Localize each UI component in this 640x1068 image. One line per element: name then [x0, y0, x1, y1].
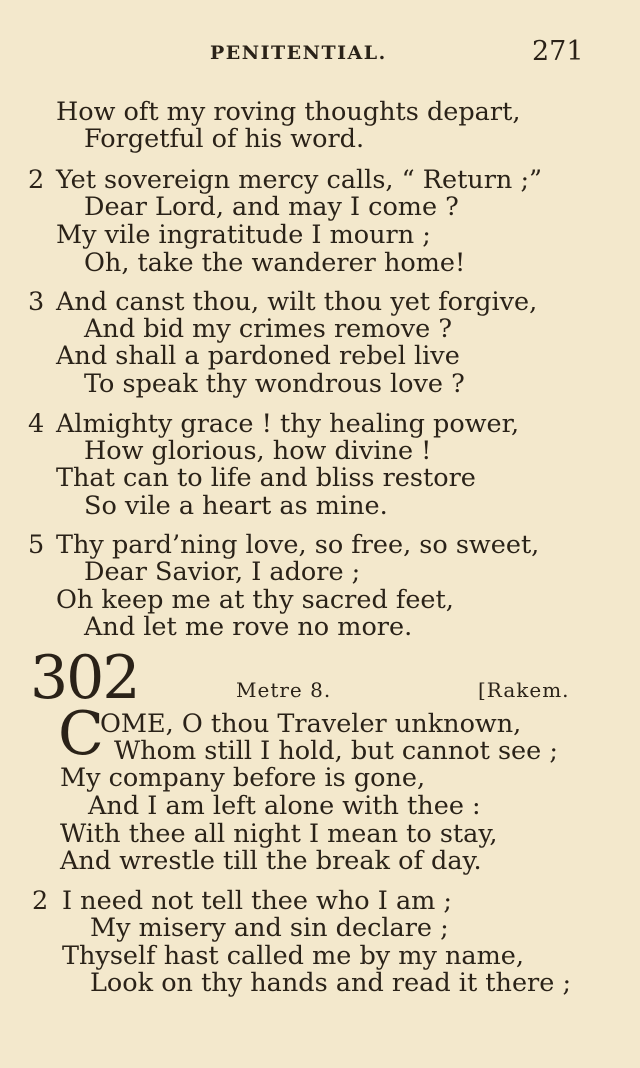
verse-line: Look on thy hands and read it there ;: [90, 968, 572, 998]
verse-line: Oh keep me at thy sacred feet,: [56, 585, 454, 615]
verse-line: My company before is gone,: [60, 763, 426, 793]
metre-label: Metre 8.: [236, 678, 332, 702]
verse-line: And I am left alone with thee :: [88, 791, 481, 821]
verse-number: 4: [28, 409, 45, 439]
page-number: 271: [532, 36, 584, 67]
verse-line: My misery and sin declare ;: [90, 913, 449, 943]
verse-line: And shall a pardoned rebel live: [56, 341, 460, 371]
verse-line: That can to life and bliss restore: [56, 463, 476, 493]
drop-cap: C: [58, 699, 104, 769]
hymn-number: 302: [30, 643, 139, 713]
verse-line: How oft my roving thoughts depart,: [56, 97, 521, 127]
verse-number: 2: [28, 165, 45, 195]
verse-line: I need not tell thee who I am ;: [62, 886, 453, 916]
verse-line: Forgetful of his word.: [84, 124, 365, 154]
verse-line: Whom still I hold, but cannot see ;: [114, 736, 558, 766]
verse-line: Dear Lord, and may I come ?: [84, 192, 459, 222]
verse-line: Thy pard’ning love, so free, so sweet,: [56, 530, 540, 560]
verse-line: To speak thy wondrous love ?: [84, 369, 465, 399]
verse-line: And canst thou, wilt thou yet forgive,: [56, 287, 538, 317]
verse-line: So vile a heart as mine.: [84, 491, 388, 521]
verse-line: And wrestle till the break of day.: [60, 846, 482, 876]
verse-line: Thyself hast called me by my name,: [62, 941, 525, 971]
verse-number: 2: [32, 886, 49, 916]
verse-line: How glorious, how divine !: [84, 436, 432, 466]
running-head: PENITENTIAL.: [210, 42, 387, 64]
verse-line: OME, O thou Traveler unknown,: [100, 709, 522, 739]
verse-line: Oh, take the wanderer home!: [84, 248, 466, 278]
verse-line: And let me rove no more.: [84, 612, 413, 642]
tune-name: [Rakem.: [478, 678, 570, 702]
verse-number: 5: [28, 530, 45, 560]
verse-line: Yet sovereign mercy calls, “ Return ;”: [56, 165, 543, 195]
verse-line: Dear Savior, I adore ;: [84, 557, 361, 587]
verse-line: With thee all night I mean to stay,: [60, 819, 498, 849]
verse-line: Almighty grace ! thy healing power,: [56, 409, 520, 439]
verse-number: 3: [28, 287, 45, 317]
verse-line: And bid my crimes remove ?: [84, 314, 453, 344]
verse-line: My vile ingratitude I mourn ;: [56, 220, 431, 250]
